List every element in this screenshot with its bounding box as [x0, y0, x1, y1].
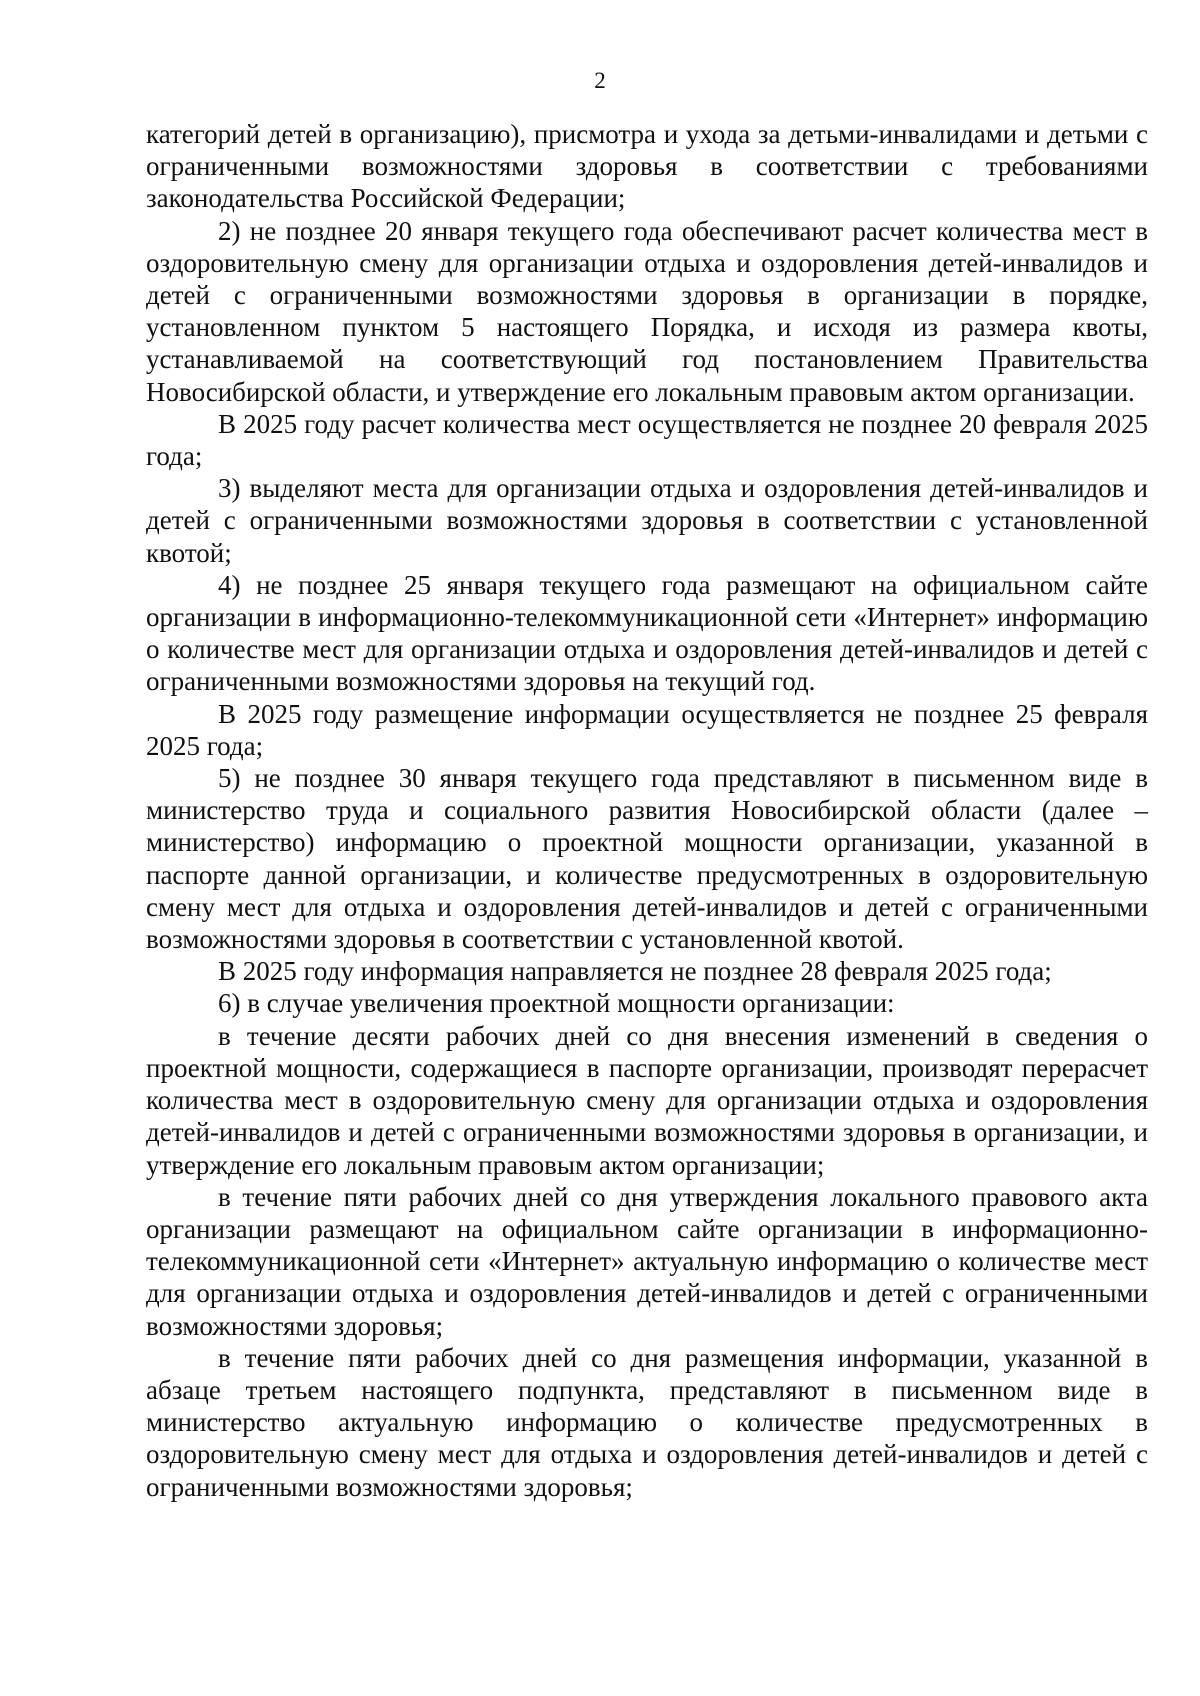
paragraph: в течение пяти рабочих дней со дня размещения информации, указанной в абзаце третьем настоящего подпункта, представляют в письменном виде в министерство актуальную информацию о количестве предусмотренных в оздоровительную смену мест для отдыха и оздоровления детей-инвалидов и детей с ограниченными возможностями здоровья;: [146, 1342, 1148, 1502]
paragraph: В 2025 году информация направляется не позднее 28 февраля 2025 года;: [218, 956, 1052, 987]
paragraph: 6) в случае увеличения проектной мощности организации:: [218, 988, 895, 1019]
document-body: [146, 118, 1148, 1503]
paragraph: 2) не позднее 20 января текущего года обеспечивают расчет количества мест в оздоровительную смену для организации отдыха и оздоровления детей-инвалидов и детей с ограниченными возможностями здоровья в организации в порядке, установленном пунктом 5 настоящего Порядка, и исходя из размера квоты, устанавливаемой на соответствующий год постановлением Правительства Новосибирской области, и утверждение его локальным правовым актом организации.: [146, 215, 1148, 407]
page-number: 2: [594, 68, 606, 93]
paragraph: В 2025 году размещение информации осуществляется не позднее 25 февраля 2025 года;: [146, 698, 1148, 761]
paragraph: В 2025 году расчет количества мест осуществляется не позднее 20 февраля 2025 года;: [146, 408, 1148, 472]
paragraph: 3) выделяют места для организации отдыха и оздоровления детей-инвалидов и детей с ограниченными возможностями здоровья в соответствии с установленной квотой;: [146, 473, 1148, 568]
paragraph: в течение пяти рабочих дней со дня утверждения локального правового акта организации размещают на официальном сайте организации в информационно-телекоммуникационной сети «Интернет» актуальную информацию о количестве мест для организации отдыха и оздоровления детей-инвалидов и детей с ограниченными возможностями здоровья;: [146, 1181, 1148, 1341]
paragraph: категорий детей в организацию), присмотра и ухода за детьми-инвалидами и детьми с ограниченными возможностями здоровья в соответствии с требованиями законодательства Российской Федерации;: [146, 119, 1148, 214]
paragraph: 5) не позднее 30 января текущего года представляют в письменном виде в министерство труда и социального развития Новосибирской области (далее – министерство) информацию о проектной мощности организации, указанной в паспорте данной организации, и количестве предусмотренных в оздоровительную смену мест для отдыха и оздоровления детей-инвалидов и детей с ограниченными возможностями здоровья в соответствии с установленной квотой.: [146, 763, 1148, 955]
paragraph: в течение десяти рабочих дней со дня внесения изменений в сведения о проектной мощности, содержащиеся в паспорте организации, производят перерасчет количества мест в оздоровительную смену для организации отдыха и оздоровления детей-инвалидов и детей с ограниченными возможностями здоровья в организации, и утверждение его локальным правовым актом организации;: [146, 1020, 1148, 1180]
paragraph: 4) не позднее 25 января текущего года размещают на официальном сайте организации в информационно-телекоммуникационной сети «Интернет» информацию о количестве мест для организации отдыха и оздоровления детей-инвалидов и детей с ограниченными возможностями здоровья на текущий год.: [146, 569, 1148, 697]
